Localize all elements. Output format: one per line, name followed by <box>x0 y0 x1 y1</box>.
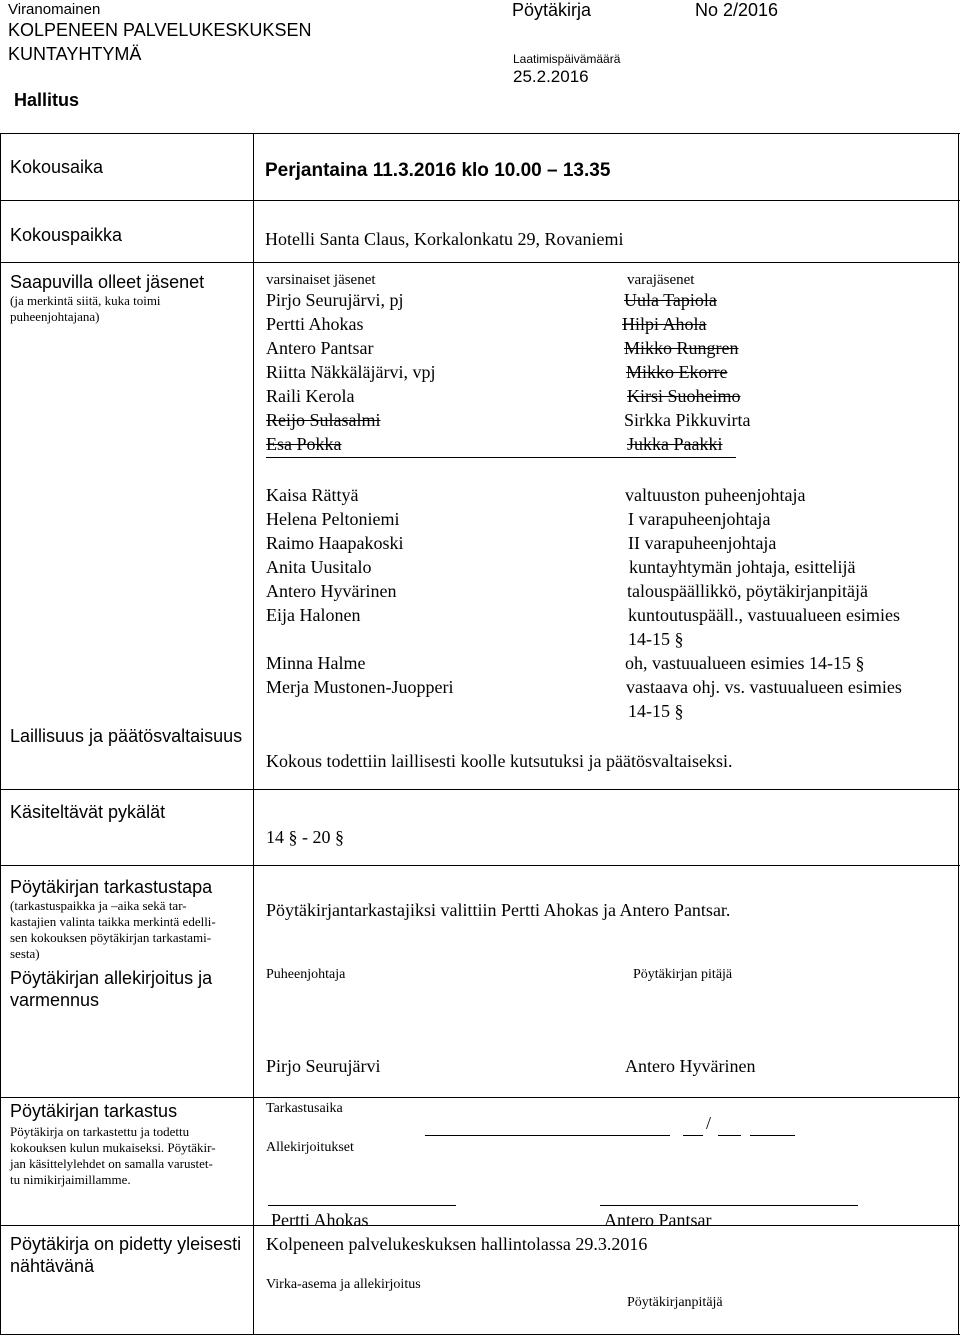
chair-label: Puheenjohtaja <box>266 967 346 982</box>
reviewer2-name: Antero Pantsar <box>604 1210 712 1230</box>
review-date-month-line <box>718 1135 741 1136</box>
divider <box>0 1334 960 1335</box>
review-method-note: sesta) <box>10 946 40 961</box>
attendee-name: Antero Hyvärinen <box>266 581 397 601</box>
deputy-name: Uula Tapiola <box>624 290 717 310</box>
column-divider <box>253 133 254 1334</box>
sections-value: 14 § - 20 § <box>266 827 344 847</box>
signature-label: Pöytäkirjan allekirjoitus ja <box>10 968 213 988</box>
attendees-label: Saapuvilla olleet jäsenet <box>10 272 205 292</box>
meeting-place-value: Hotelli Santa Claus, Korkalonkatu 29, Rovaniemi <box>265 229 624 249</box>
deputy-name: Kirsi Suoheimo <box>627 386 741 406</box>
review-note: jan käsittelylehdet on samalla varustet- <box>10 1156 213 1171</box>
legality-text: Kokous todettiin laillisesti koolle kutsutuksi ja päätösvaltaiseksi. <box>266 751 733 771</box>
public-secretary-label: Pöytäkirjanpitäjä <box>627 1295 723 1310</box>
authority-label: Viranomainen <box>8 1 101 18</box>
deputies-header: varajäsenet <box>627 272 695 288</box>
attendee-name: Eija Halonen <box>266 605 361 625</box>
review-time-label: Tarkastusaika <box>266 1101 343 1116</box>
review-signatures-label: Allekirjoitukset <box>266 1140 354 1155</box>
chair-name: Pirjo Seurujärvi <box>266 1056 381 1076</box>
member-name: Raili Kerola <box>266 386 355 406</box>
legality-label: Laillisuus ja päätösvaltaisuus <box>10 726 243 746</box>
attendee-name: Raimo Haapakoski <box>266 533 404 553</box>
member-name: Esa Pokka <box>266 434 342 454</box>
attendee-role-continued: 14-15 § <box>628 629 684 649</box>
review-date-slash: / <box>706 1113 712 1133</box>
org-name-line1: KOLPENEEN PALVELUKESKUKSEN <box>8 20 312 40</box>
review-date-year-line <box>750 1135 795 1136</box>
attendee-name: Helena Peltoniemi <box>266 509 400 529</box>
members-header: varsinaiset jäsenet <box>266 272 376 288</box>
border-left <box>0 133 1 1334</box>
member-name: Reijo Sulasalmi <box>266 410 381 430</box>
attendee-name: Kaisa Rättyä <box>266 485 359 505</box>
org-name-line2: KUNTAYHTYMÄ <box>8 44 142 64</box>
divider <box>0 789 960 790</box>
divider <box>0 1225 960 1226</box>
signature-label: varmennus <box>10 990 100 1010</box>
attendee-name: Anita Uusitalo <box>266 557 372 577</box>
deputy-name: Jukka Paakki <box>627 434 723 454</box>
position-label: Virka-asema ja allekirjoitus <box>266 1277 421 1292</box>
attendee-role: kuntoutuspääll., vastuualueen esimies <box>628 605 900 625</box>
attendee-role: vastaava ohj. vs. vastuualueen esimies <box>626 677 902 697</box>
divider <box>0 865 960 866</box>
date-label: Laatimispäivämäärä <box>513 52 621 66</box>
reviewer1-name: Pertti Ahokas <box>271 1210 369 1230</box>
deputy-name: Mikko Rungren <box>624 338 739 358</box>
member-name: Antero Pantsar <box>266 338 374 358</box>
public-label: nähtävänä <box>10 1256 95 1276</box>
meeting-time-value: Perjantaina 11.3.2016 klo 10.00 – 13.35 <box>265 160 611 181</box>
divider <box>0 262 960 263</box>
review-method-note: kastajien valinta taikka merkintä edelli- <box>10 914 216 929</box>
review-note: Pöytäkirja on tarkastettu ja todettu <box>10 1124 190 1139</box>
sections-label: Käsiteltävät pykälät <box>10 802 166 822</box>
governing-body: Hallitus <box>14 90 80 110</box>
attendee-role: talouspäällikkö, pöytäkirjanpitäjä <box>627 581 868 601</box>
reviewer2-signature-line <box>600 1205 858 1206</box>
attendee-name: Minna Halme <box>266 653 366 673</box>
attendee-role: II varapuheenjohtaja <box>628 533 777 553</box>
attendee-role-continued: 14-15 § <box>628 701 684 721</box>
deputy-name: Hilpi Ahola <box>622 314 707 334</box>
member-name: Pertti Ahokas <box>266 314 364 334</box>
attendees-note: (ja merkintä siitä, kuka toimi <box>10 293 161 308</box>
member-name: Pirjo Seurujärvi, pj <box>266 290 404 310</box>
attendee-name: Merja Mustonen-Juopperi <box>266 677 454 697</box>
review-date-day-line <box>683 1135 703 1136</box>
doc-number: No 2/2016 <box>695 0 779 20</box>
review-note: kokouksen kulun mukaiseksi. Pöytäkir- <box>10 1140 216 1155</box>
review-label: Pöytäkirjan tarkastus <box>10 1101 178 1121</box>
member-name: Riitta Näkkäläjärvi, vpj <box>266 362 436 382</box>
border-right <box>958 133 959 1334</box>
attendee-role: valtuuston puheenjohtaja <box>625 485 806 505</box>
doc-type: Pöytäkirja <box>512 0 592 20</box>
review-method-label: Pöytäkirjan tarkastustapa <box>10 877 213 897</box>
attendee-role: I varapuheenjohtaja <box>628 509 771 529</box>
date-value: 25.2.2016 <box>513 67 589 86</box>
divider <box>0 200 960 201</box>
secretary-label: Pöytäkirjan pitäjä <box>633 967 733 982</box>
divider <box>0 1097 960 1098</box>
public-label: Pöytäkirja on pidetty yleisesti <box>10 1234 242 1254</box>
review-method-text: Pöytäkirjantarkastajiksi valittiin Pertti Ahokas ja Antero Pantsar. <box>266 900 731 920</box>
secretary-name: Antero Hyvärinen <box>625 1056 756 1076</box>
review-note: tu nimikirjaimillamme. <box>10 1172 131 1187</box>
reviewer1-signature-line <box>268 1205 456 1206</box>
review-method-note: (tarkastuspaikka ja –aika sekä tar- <box>10 898 187 913</box>
meeting-place-label: Kokouspaikka <box>10 225 123 245</box>
public-text: Kolpeneen palvelukeskuksen hallintolassa 29.3.2016 <box>266 1234 648 1254</box>
deputy-name: Sirkka Pikkuvirta <box>624 410 751 430</box>
review-time-line <box>425 1135 670 1136</box>
attendee-role: oh, vastuualueen esimies 14-15 § <box>625 653 865 673</box>
divider <box>0 133 960 134</box>
meeting-time-label: Kokousaika <box>10 157 104 177</box>
deputy-name: Mikko Ekorre <box>626 362 728 382</box>
attendee-role: kuntayhtymän johtaja, esittelijä <box>629 557 856 577</box>
attendees-note: puheenjohtajana) <box>10 309 100 324</box>
review-method-note: sen kokouksen pöytäkirjan tarkastami- <box>10 930 212 945</box>
strike-rule <box>266 457 736 458</box>
